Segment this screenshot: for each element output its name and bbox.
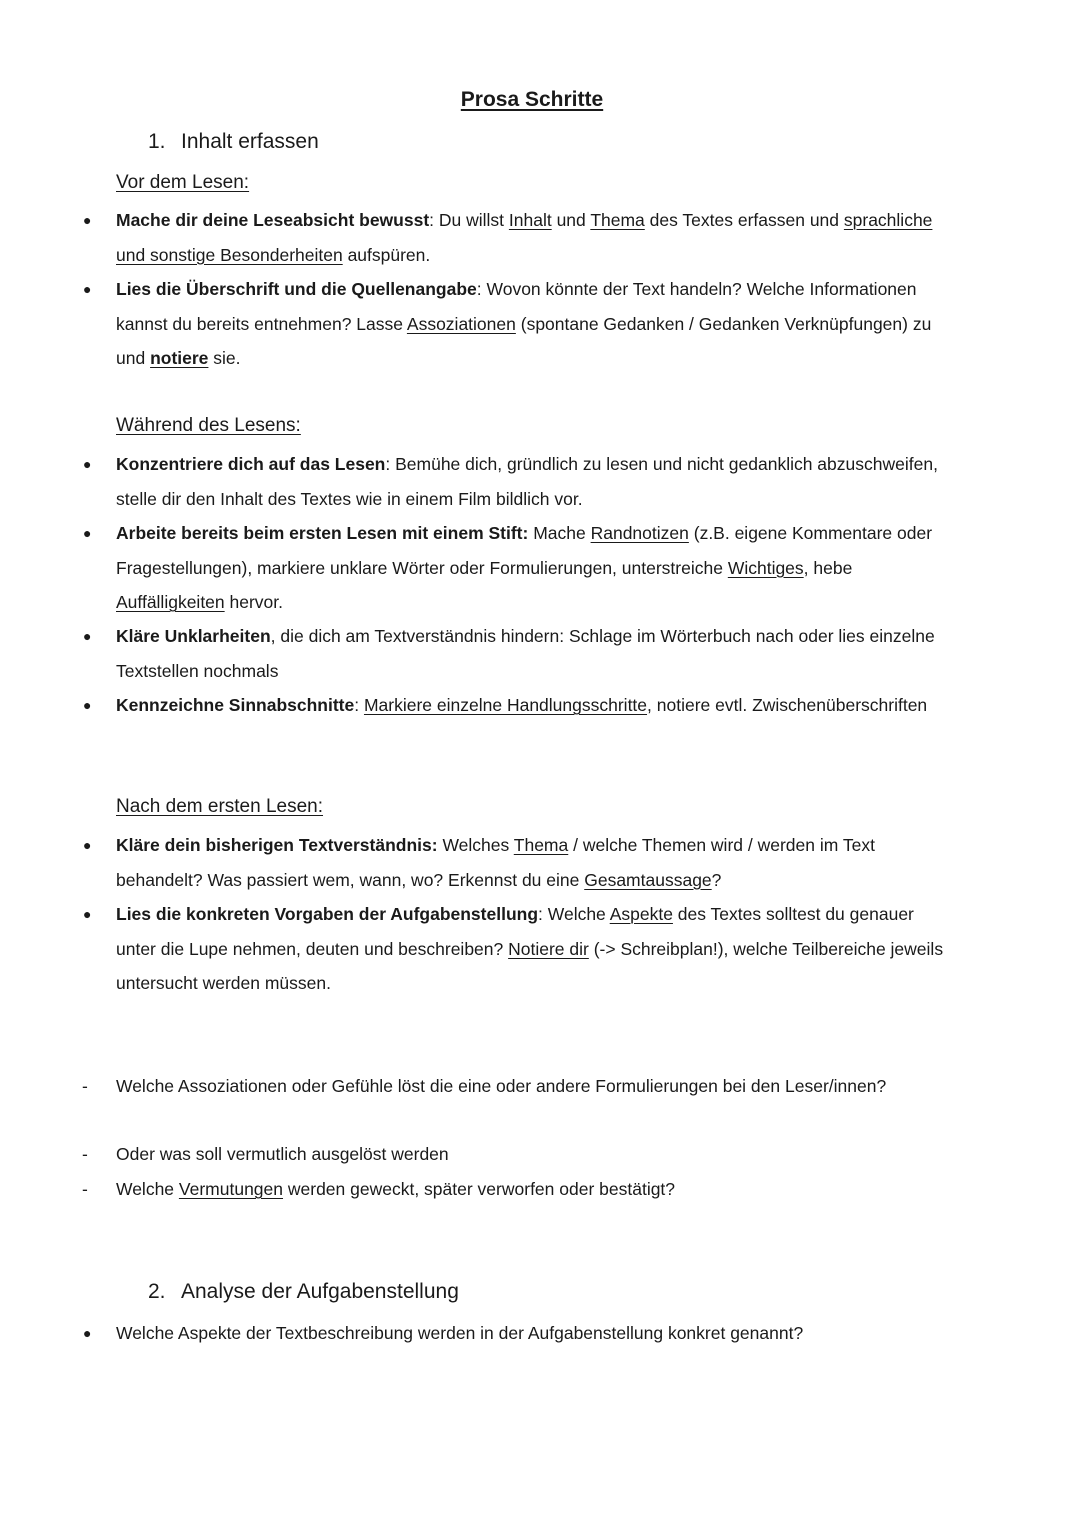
document-title: Prosa Schritte [460, 88, 604, 111]
item-underline: Notiere dir [508, 938, 589, 959]
section-2-number: 2. [148, 1280, 166, 1303]
item-underline: Wichtiges [727, 557, 804, 578]
item-underline: Markiere einzelne Handlungsschritte [363, 695, 648, 715]
list-item [83, 1316, 956, 1351]
list-item [83, 272, 956, 376]
section-1-title: Inhalt erfassen [181, 130, 319, 153]
item-bold-underline: notiere [150, 348, 209, 368]
item-text: des Textes erfassen und [644, 210, 844, 230]
bullet-marker: ● [83, 1325, 92, 1341]
bullet-marker: ● [83, 281, 92, 297]
section-1-heading [148, 130, 319, 154]
item-bold: Mache dir deine Leseabsicht bewusst [116, 210, 430, 230]
item-underline: Gesamtaussage [584, 869, 712, 890]
item-text: werden geweckt, später verworfen oder bestätigt? [283, 1179, 676, 1199]
section-1-number: 1. [148, 130, 166, 153]
item-text: (spontane Gedanken / Gedanken Verknüpfungen) zu und [116, 313, 932, 368]
item-text: (z.B. eigene Kommentare oder Fragestellungen), markiere unklare Wörter oder Formulierungen, unterstreiche [116, 523, 933, 578]
list-item [83, 516, 956, 620]
list-item [83, 897, 956, 1001]
bullet-marker: ● [83, 628, 92, 644]
item-underline: Assoziationen [406, 313, 516, 334]
item-text: , notiere evtl. Zwischenüberschriften [647, 695, 928, 715]
list-item [83, 828, 956, 897]
item-underline: Inhalt [508, 210, 552, 230]
section-2-heading [148, 1280, 459, 1304]
item-text: : Wovon könnte der Text handeln? Welche Informationen kannst du bereits entnehmen? Lasse [116, 279, 917, 334]
dash-marker: - [82, 1144, 88, 1164]
list-item [83, 447, 956, 516]
item-text: aufspüren. [342, 244, 431, 265]
item-text: Welche Assoziationen oder Gefühle löst die eine oder andere Formulierungen bei den Leser/innen? [116, 1076, 887, 1096]
item-text: / welche Themen wird / werden im Text behandelt? Was passiert wem, wann, wo? Erkennst du eine [116, 835, 875, 890]
item-bold: Arbeite bereits beim ersten Lesen mit einem Stift: [116, 523, 529, 543]
item-text: des Textes solltest du genauer unter die Lupe nehmen, deuten und beschreiben? [116, 904, 914, 959]
item-underline: Auffälligkeiten [116, 592, 225, 612]
item-bold: Kläre Unklarheiten [116, 626, 271, 646]
subheading-during-reading: Während des Lesens: [116, 415, 301, 436]
item-underline: Thema [513, 835, 569, 855]
subheading-before-reading: Vor dem Lesen: [116, 172, 250, 193]
item-text: , die dich am Textverständnis hindern: Schlage im Wörterbuch nach oder lies einzelne Textstellen nochmals [116, 626, 935, 681]
bullet-marker: ● [83, 525, 92, 541]
bullet-marker: ● [83, 697, 92, 713]
dash-list-item [82, 1172, 956, 1207]
item-text: : Welche [538, 904, 610, 924]
item-text: Welche Aspekte der Textbeschreibung werden in der Aufgabenstellung konkret genannt? [116, 1323, 804, 1343]
item-text: : [354, 695, 364, 715]
dash-marker: - [82, 1076, 88, 1096]
item-text: (-> Schreibplan!), welche Teilbereiche jeweils untersucht werden müssen. [116, 938, 944, 993]
item-underline: sprachliche und sonstige Besonderheiten [116, 210, 933, 265]
item-underline: Aspekte [609, 904, 673, 924]
item-text: Mache [528, 523, 591, 543]
item-text: Welche [116, 1179, 179, 1199]
item-text: hervor. [224, 592, 284, 612]
item-text: Welches [437, 835, 514, 855]
item-text: : Bemühe dich, gründlich zu lesen und nicht gedanklich abzuschweifen, stelle dir den Inhalt des Textes wie in einem Film bildlich vor. [116, 454, 938, 509]
item-text: : Du willst [429, 210, 509, 230]
item-text: sie. [208, 348, 241, 368]
item-bold: Lies die konkreten Vorgaben der Aufgabenstellung [116, 904, 539, 924]
item-bold: Kennzeichne Sinnabschnitte [116, 695, 355, 715]
bullet-marker: ● [83, 456, 92, 472]
bullet-marker: ● [83, 906, 92, 922]
item-bold: Kläre dein bisherigen Textverständnis: [116, 835, 438, 855]
item-bold: Konzentriere dich auf das Lesen [116, 454, 386, 474]
bullet-marker: ● [83, 837, 92, 853]
item-underline: Vermutungen [178, 1179, 284, 1199]
item-text: und [551, 210, 591, 230]
list-item [83, 619, 956, 688]
item-bold: Lies die Überschrift und die Quellenangabe [116, 279, 477, 299]
dash-list-item [82, 1137, 956, 1172]
section-2-title: Analyse der Aufgabenstellung [181, 1280, 459, 1303]
item-text: , hebe [803, 557, 853, 578]
item-text: ? [711, 869, 722, 890]
item-underline: Thema [590, 210, 645, 230]
item-text: Oder was soll vermutlich ausgelöst werden [116, 1144, 449, 1164]
list-item [83, 203, 956, 272]
dash-list-item [82, 1069, 956, 1104]
dash-marker: - [82, 1179, 88, 1199]
subheading-after-reading: Nach dem ersten Lesen: [116, 796, 324, 817]
bullet-marker: ● [83, 212, 92, 228]
item-underline: Randnotizen [590, 523, 689, 543]
list-item [83, 688, 956, 723]
